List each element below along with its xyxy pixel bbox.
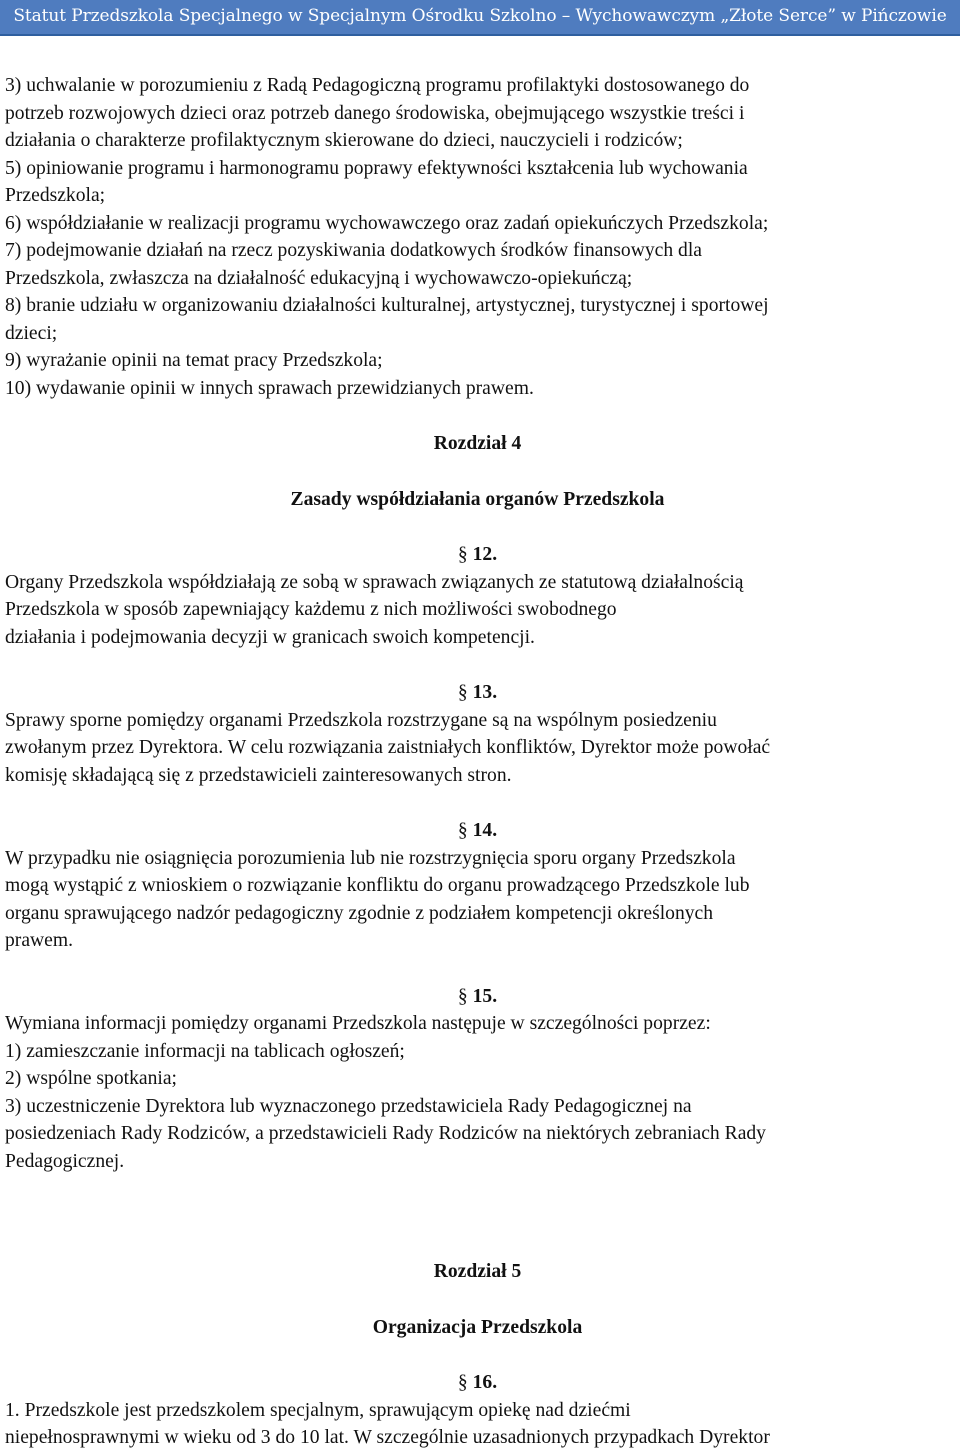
text-line: 3) uczestniczenie Dyrektora lub wyznaczonego przedstawiciela Rady Pedagogicznej na	[5, 1095, 692, 1117]
section-sign: §	[457, 682, 468, 703]
header-rule	[0, 34, 960, 36]
text-line: Sprawy sporne pomiędzy organami Przedszkola rozstrzygane są na wspólnym posiedzeniu	[5, 709, 717, 731]
section-sign: §	[457, 1372, 468, 1393]
text-line: Przedszkola;	[5, 185, 106, 206]
text-line: prawem.	[5, 930, 74, 951]
text-line: działania i podejmowania decyzji w granicach swoich kompetencji.	[5, 626, 535, 648]
chapter-heading: Rozdział 5	[433, 1261, 522, 1282]
section-number: 15.	[472, 985, 498, 1007]
text-line: mogą wystąpić z wnioskiem o rozwiązanie konfliktu do organu prowadzącego Przedszkole lub	[5, 875, 750, 896]
chapter-heading: Rozdział 4	[433, 433, 522, 454]
list-block-1	[5, 72, 950, 402]
paragraph-number	[5, 983, 950, 1011]
text-line: potrzeb rozwojowych dzieci oraz potrzeb danego środowiska, obejmującego wszystkie treści i	[5, 102, 745, 124]
text-line: 1. Przedszkole jest przedszkolem specjalnym, sprawującym opiekę nad dziećmi	[5, 1399, 631, 1421]
text-line: posiedzeniach Rady Rodziców, a przedstawicieli Rady Rodziców na niektórych zebraniach Rady	[5, 1123, 766, 1144]
text-line: 8) branie udziału w organizowaniu działalności kulturalnej, artystycznej, turystycznej i sportowej	[5, 295, 769, 316]
text-line: 10) wydawanie opinii w innych sprawach przewidzianych prawem.	[5, 377, 534, 399]
section-number: 12.	[472, 544, 498, 565]
text-line: 6) współdziałanie w realizacji programu wychowawczego oraz zadań opiekuńczych Przedszkola;	[5, 212, 769, 234]
text-line: 3) uchwalanie w porozumieniu z Radą Pedagogiczną programu profilaktyki dostosowanego do	[5, 75, 750, 96]
paragraph-14-text	[5, 845, 950, 955]
text-line: komisję składającą się z przedstawicieli zainteresowanych stron.	[5, 764, 512, 786]
paragraph-number	[5, 817, 950, 845]
page-header: Statut Przedszkola Specjalnego w Specjalnym Ośrodku Szkolno – Wychowawczym „Złote Serce” w Pińczowie	[0, 0, 960, 34]
paragraph-12-text	[5, 569, 950, 652]
text-line: działania o charakterze profilaktycznym skierowane do dzieci, nauczycieli i rodziców;	[5, 130, 683, 151]
paragraph-number	[5, 1369, 950, 1397]
text-line: 7) podejmowanie działań na rzecz pozyskiwania dodatkowych środków finansowych dla	[5, 240, 702, 261]
text-line: zwołanym przez Dyrektora. W celu rozwiązania zaistniałych konfliktów, Dyrektor może powołać	[5, 737, 771, 758]
text-line: dzieci;	[5, 322, 58, 344]
section-sign: §	[457, 820, 468, 841]
chapter-title: Organizacja Przedszkola	[372, 1316, 583, 1338]
text-line: 2) wspólne spotkania;	[5, 1068, 177, 1089]
text-line: Przedszkola w sposób zapewniający każdemu z nich możliwości swobodnego	[5, 599, 617, 620]
section-number: 16.	[472, 1372, 498, 1393]
text-line: W przypadku nie osiągnięcia porozumienia lub nie rozstrzygnięcia sporu organy Przedszkola	[5, 847, 736, 869]
paragraph-13-text	[5, 707, 950, 790]
text-line: Wymiana informacji pomiędzy organami Przedszkola następuje w szczególności poprzez:	[5, 1013, 711, 1034]
text-line: 1) zamieszczanie informacji na tablicach ogłoszeń;	[5, 1040, 405, 1062]
document-body	[5, 72, 950, 1452]
paragraph-number	[5, 679, 950, 707]
text-line: 5) opiniowanie programu i harmonogramu poprawy efektywności kształcenia lub wychowania	[5, 157, 748, 179]
text-line: niepełnosprawnymi w wieku od 3 do 10 lat. W szczególnie uzasadnionych przypadkach Dyrektor	[5, 1427, 770, 1448]
chapter-title: Zasady współdziałania organów Przedszkola	[290, 488, 665, 510]
section-number: 14.	[472, 820, 498, 841]
section-sign: §	[457, 985, 468, 1007]
paragraph-15-text	[5, 1010, 950, 1175]
text-line: Przedszkola, zwłaszcza na działalność edukacyjną i wychowawczo-opiekuńczą;	[5, 267, 633, 289]
paragraph-16-text	[5, 1397, 950, 1452]
text-line: 9) wyrażanie opinii na temat pracy Przedszkola;	[5, 350, 383, 371]
text-line: organu sprawującego nadzór pedagogiczny zgodnie z podziałem kompetencji określonych	[5, 902, 714, 924]
paragraph-number	[5, 541, 950, 569]
text-line: Pedagogicznej.	[5, 1150, 125, 1172]
section-sign: §	[457, 544, 468, 565]
section-number: 13.	[472, 682, 498, 703]
text-line: Organy Przedszkola współdziałają ze sobą w sprawach związanych ze statutową działalnością	[5, 571, 744, 593]
